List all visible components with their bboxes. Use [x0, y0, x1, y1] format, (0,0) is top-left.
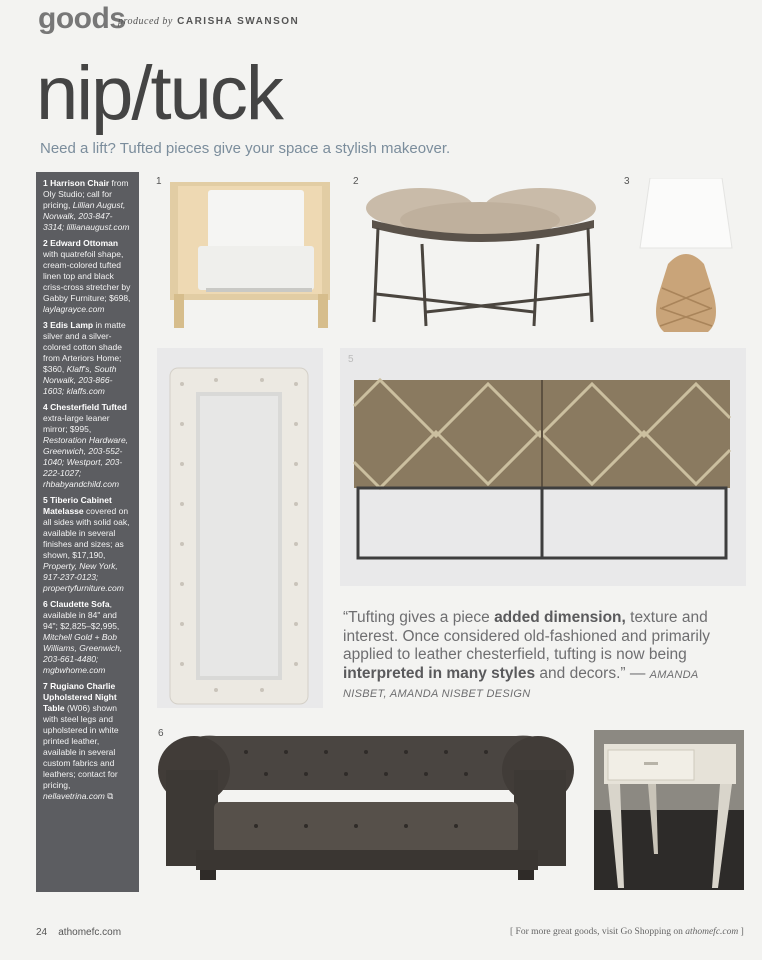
credit-name: 2 Edward Ottoman [43, 238, 119, 248]
footer-promo-end: ] [738, 927, 744, 937]
quote-text: texture and interest. Once considered old-fashioned and primarily applied to leather chesterfield, tufting is now being [343, 609, 711, 663]
site-link[interactable]: athomefc.com [58, 927, 122, 938]
quote-text: and decors.” — [535, 664, 650, 682]
credit-item [43, 599, 133, 676]
credit-item [43, 238, 133, 315]
quote-emphasis: added dimension, [494, 609, 626, 626]
harrison-chair-image [160, 176, 338, 334]
byline-prefix: produced by [118, 16, 173, 27]
external-link-icon: ⧉ [107, 791, 114, 801]
credit-retail: laylagrayce.com [43, 304, 105, 314]
pull-quote [343, 609, 738, 704]
photo-number: 6 [158, 728, 164, 739]
footer-promo [510, 927, 744, 937]
credit-item [43, 320, 133, 397]
page-title: nip/tuck [36, 51, 282, 136]
credit-name: 7 Rugiano Charlie Upholstered Night Table [43, 681, 117, 713]
credit-item [43, 681, 133, 802]
credit-desc: with quatrefoil shape, cream-colored tufted linen top and black criss-cross stretcher by Gabby Furniture; $698, [43, 249, 131, 303]
credit-item [43, 402, 133, 490]
credit-retail: Klaff's, South Norwalk, 203-866-1603; klaffs.com [43, 364, 117, 396]
credit-name: 1 Harrison Chair [43, 178, 110, 188]
quote-emphasis: interpreted in many styles [343, 664, 536, 682]
credit-item [43, 178, 133, 233]
page-number: 24 [36, 927, 48, 938]
footer-promo-link[interactable]: athomefc.com [685, 927, 739, 937]
quote-attribution: AMANDA NISBET, AMANDA NISBET DESIGN [343, 668, 699, 700]
quote-text: “Tufting gives a piece [343, 609, 495, 626]
photo-number: 3 [624, 176, 630, 187]
byline [118, 16, 299, 27]
credit-item [43, 495, 133, 594]
page-folio [36, 927, 121, 938]
credit-retail: nellavetrina.com [43, 791, 105, 801]
product-credits-sidebar [36, 172, 139, 892]
credit-desc: extra-large leaner mirror; $995, [43, 413, 110, 434]
byline-producer: CARISHA SWANSON [177, 16, 300, 27]
chesterfield-mirror-image [166, 364, 312, 706]
credit-retail: Property, New York, 917-237-0123; propertyfurniture.com [43, 561, 124, 593]
credit-desc: (W06) shown with steel legs and upholstered in white printed leather, available in several custom fabrics and leathers; contact for pricing, [43, 703, 119, 790]
credit-desc: from Oly Studio; call for pricing, [43, 178, 129, 210]
charlie-night-table-image [594, 730, 744, 890]
credit-name: 3 Edis Lamp [43, 320, 94, 330]
photo-number: 2 [353, 176, 359, 187]
claudette-sofa-image [156, 730, 576, 882]
tiberio-cabinet-image [350, 376, 734, 566]
credit-retail: Mitchell Gold + Bob Williams, Greenwich, 203-661-4480; mgbwhome.com [43, 632, 123, 675]
section-label: goods [38, 2, 126, 35]
edis-lamp-image [634, 178, 738, 336]
credit-desc: covered on all sides with solid oak, available in several finishes and sizes; as shown, $17,190, [43, 506, 130, 560]
credit-name: 4 Chesterfield Tufted [43, 402, 127, 412]
photo-number: 1 [156, 176, 162, 187]
page-subtitle: Need a lift? Tufted pieces give your space a stylish makeover. [40, 140, 451, 157]
photo-number: 5 [348, 354, 354, 365]
credit-desc: in matte silver and a silver-colored cotton shade from Arteriors Home; $360, [43, 320, 126, 374]
edward-ottoman-image [362, 184, 602, 332]
footer-promo-text: [ For more great goods, visit Go Shopping on [510, 927, 686, 937]
credit-name: 5 Tiberio Cabinet Matelasse [43, 495, 112, 516]
credit-desc: , available in 84" and 94"; $2,825–$2,995, [43, 599, 120, 631]
credit-name: 6 Claudette Sofa [43, 599, 110, 609]
credit-retail: Restoration Hardware, Greenwich, 203-552-1040; Westport, 203-222-1027; rhbabyandchild.com [43, 435, 129, 489]
credit-retail: Lillian August, Norwalk, 203-847-3314; lillianaugust.com [43, 200, 130, 232]
